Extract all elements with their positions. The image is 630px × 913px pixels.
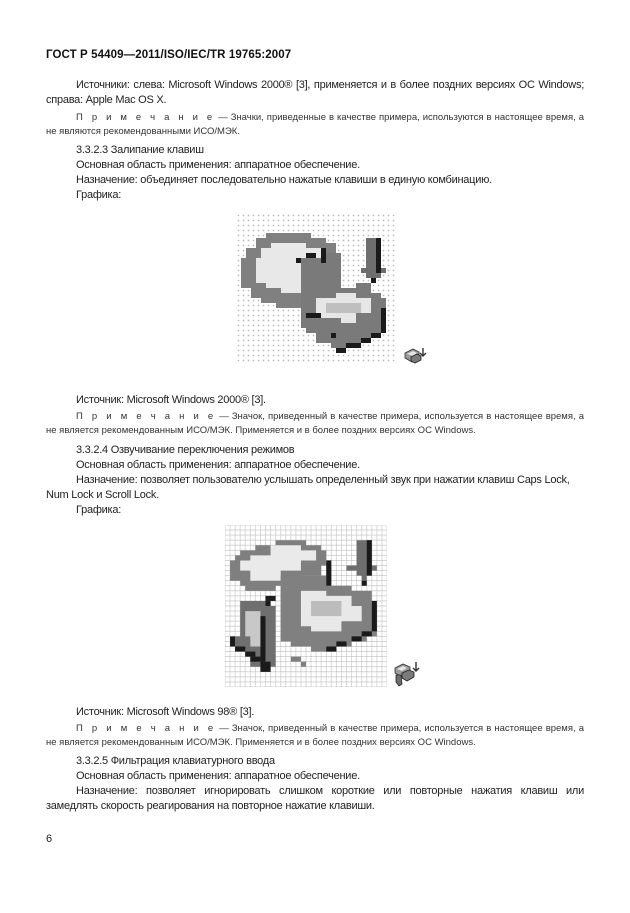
page-number: 6 xyxy=(46,833,53,845)
sources-paragraph: Источники: слева: Microsoft Windows 2000® [3], применяется и в более поздних версиях ОС Windows; справа: Apple Mac OS X. xyxy=(46,79,584,106)
graphics-label: Графика: xyxy=(76,189,121,201)
scope-line: Основная область применения: аппаратное обеспечение. xyxy=(76,770,360,782)
figure-source: Источник: Microsoft Windows 2000® [3]. xyxy=(76,394,266,406)
note-text: — Значок, приведенный в качестве примера, используется в настоящее время, а не является рекомендованным ИСО/МЭК. Применяется и в более поздних версиях ОС Windows. xyxy=(46,411,584,436)
figure-source: Источник: Microsoft Windows 98® [3]. xyxy=(76,706,255,718)
toggle-keys-icon-enlarged xyxy=(225,525,387,687)
figure-note xyxy=(46,410,584,437)
scope-line: Основная область применения: аппаратное обеспечение. xyxy=(76,159,360,171)
note-paragraph xyxy=(46,111,584,138)
figure-note xyxy=(46,722,584,749)
note-label: П р и м е ч а н и е xyxy=(76,723,217,734)
scope-line: Основная область применения: аппаратное обеспечение. xyxy=(76,459,360,471)
section-heading: 3.3.2.5 Фильтрация клавиатурного ввода xyxy=(76,755,275,767)
toggle-keys-pixel-figure xyxy=(225,525,387,687)
section-heading: 3.3.2.4 Озвучивание переключения режимов xyxy=(76,444,295,456)
page-header: ГОСТ Р 54409—2011/ISO/IEC/TR 19765:2007 xyxy=(46,49,292,61)
sticky-keys-icon xyxy=(403,347,429,370)
note-text: — Значок, приведенный в качестве примера, используется в настоящее время, а не является рекомендованным ИСО/МЭК. Применяется и в более поздних версиях ОС Windows. xyxy=(46,723,584,748)
purpose-line: Назначение: объединяет последовательно нажатые клавиши в единую комбинацию. xyxy=(76,174,492,186)
note-text: — Значки, приведенные в качестве примера, используются в настоящее время, а не являются рекомендованными ИСО/МЭК. xyxy=(46,112,585,137)
sticky-keys-icon-enlarged xyxy=(236,212,396,364)
section-heading: 3.3.2.3 Залипание клавиш xyxy=(76,144,204,156)
note-label: П р и м е ч а н и е xyxy=(76,112,216,123)
purpose-line: Назначение: позволяет пользователю услышать определенный звук при нажатии клавиш Caps Lock, Num Lock и Scroll Lock. xyxy=(46,474,570,501)
graphics-label: Графика: xyxy=(76,504,121,516)
purpose-line: Назначение: позволяет игнорировать слишком короткие или повторные нажатия клавиш или замедлять скорость реагирования на повторное нажатие клавиши. xyxy=(46,785,584,812)
note-label: П р и м е ч а н и е xyxy=(76,411,217,422)
toggle-keys-icon xyxy=(392,660,422,695)
sticky-keys-pixel-figure xyxy=(236,212,396,364)
